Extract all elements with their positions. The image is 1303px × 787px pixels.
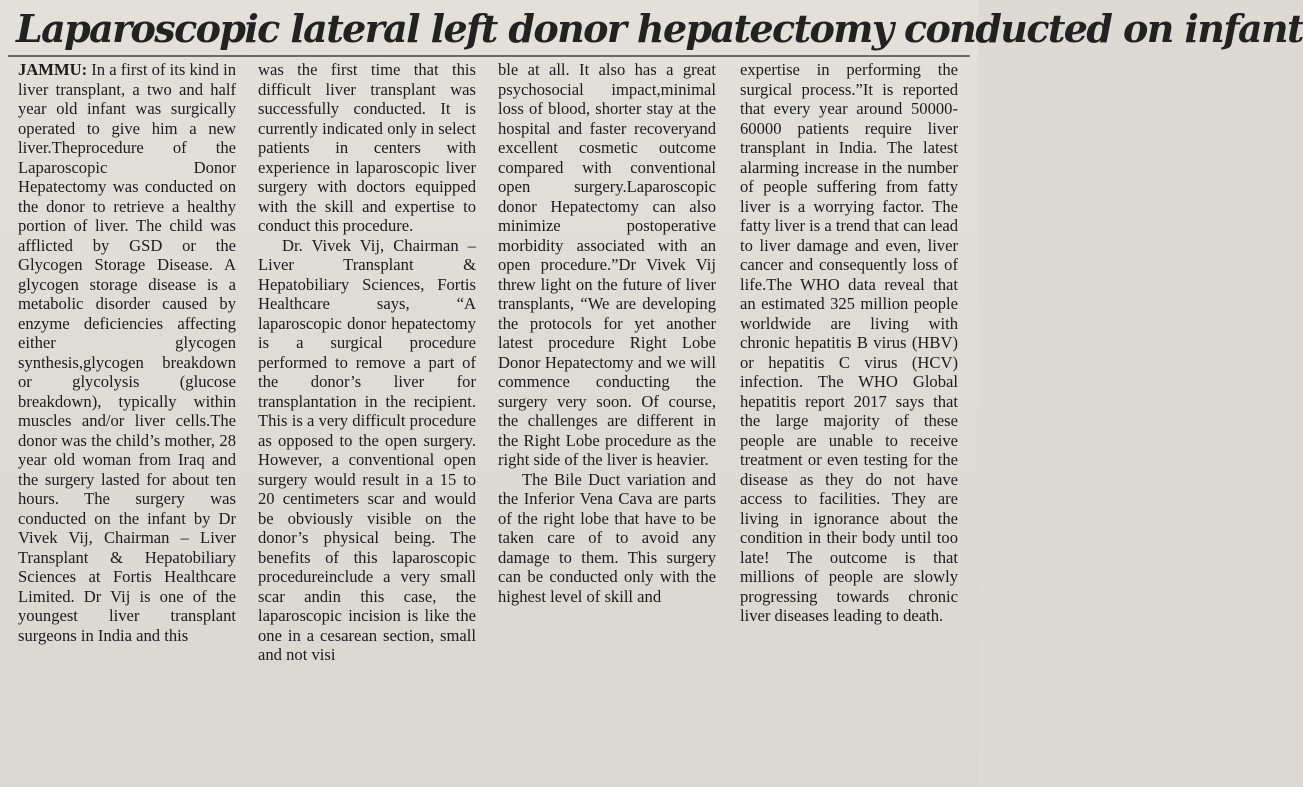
headline: Laparoscopic lateral left donor hepatectomy conducted on infant	[16, 6, 1303, 51]
paragraph: expertise in performing the surgical process.”It is reported that every year around 50000-60000 patients require liver transplant in India. The latest alarming increase in the number of people suffering from fatty liver is a worrying factor. The fatty liver is a trend that can lead to liver damage and even, liver cancer and consequently loss of life.The WHO data reveal that an estimated 325 million people worldwide are living with chronic hepatitis B virus (HBV) or hepatitis C virus (HCV) infection. The WHO Global hepatitis report 2017 says that the large majority of these people are unable to receive treatment or even testing for the disease as they do not have access to facilities. They are living in ignorance about the condition in their body until too late! The outcome is that millions of people are slowly progressing towards chronic liver diseases leading to death.	[740, 60, 958, 625]
paragraph: was the first time that this difficult liver transplant was successfully conducted. It is currently indicated only in select patients in centers with experience in laparoscopic liver surgery with doctors equipped with the skill and expertise to conduct this procedure.	[258, 60, 476, 235]
column-4	[740, 60, 958, 780]
headline-rule	[8, 55, 970, 57]
column-3	[498, 60, 716, 780]
column-2	[258, 60, 476, 780]
paragraph: ble at all. It also has a great psychosocial impact,minimal loss of blood, shorter stay at the hospital and faster recoveryand excellent cosmetic outcome compared with conventional open surgery.Laparoscopic donor Hepatectomy can also minimize postoperative morbidity associated with an open procedure.”Dr Vivek Vij threw light on the future of liver transplants, “We are developing the protocols for yet another latest procedure Right Lobe Donor Hepatectomy and we will commence conducting the surgery very soon. Of course, the challenges are different in the Right Lobe procedure as the right side of the liver is heavier.	[498, 60, 716, 469]
paragraph: Dr. Vivek Vij, Chairman – Liver Transplant & Hepatobiliary Sciences, Fortis Healthcare says, “A laparoscopic donor hepatectomy is a surgical procedure performed to remove a part of the donor’s liver for transplantation in the recipient. This is a very difficult procedure as opposed to the open surgery. However, a conventional open surgery would result in a 15 to 20 centimeters scar and would be obviously visible on the donor’s physical being. The benefits of this laparoscopic procedureinclude a very small scar andin this case, the laparoscopic incision is like the one in a cesarean section, small and not visi	[258, 235, 476, 664]
dateline: JAMMU:	[18, 60, 88, 79]
paragraph	[18, 60, 236, 645]
paragraph-text: In a first of its kind in liver transplant, a two and half year old infant was surgically operated to give him a new liver.Theprocedure of the Laparoscopic Donor Hepatectomy was conducted on the donor to retrieve a healthy portion of liver. The child was afflicted by GSD or the Glycogen Storage Disease. A glycogen storage disease is a metabolic disorder caused by enzyme deficiencies affecting either glycogen synthesis,glycogen breakdown or glycolysis (glucose breakdown), typically within muscles and/or liver cells.The donor was the child’s mother, 28 year old woman from Iraq and the surgery lasted for about ten hours. The surgery was conducted on the infant by Dr Vivek Vij, Chairman – Liver Transplant & Hepatobiliary Sciences at Fortis Healthcare Limited. Dr Vij is one of the youngest liver transplant surgeons in India and this	[18, 60, 236, 645]
paragraph: The Bile Duct variation and the Inferior Vena Cava are parts of the right lobe that have to be taken care of to avoid any damage to them. This surgery can be conducted only with the highest level of skill and	[498, 469, 716, 606]
column-1	[18, 60, 236, 780]
